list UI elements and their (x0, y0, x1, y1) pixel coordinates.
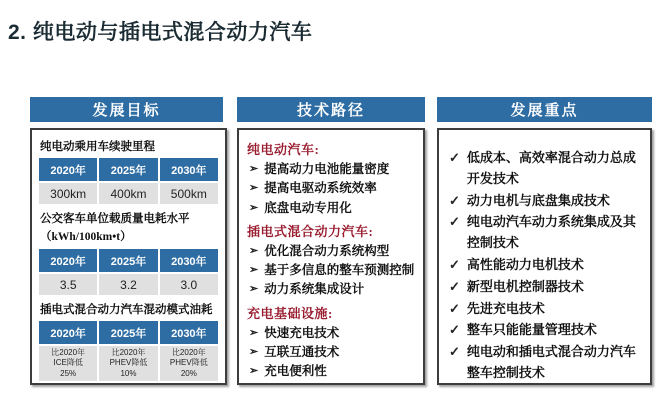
arrow-bullet-icon: ➢ (249, 345, 259, 358)
checkmark-icon: ✓ (449, 300, 460, 316)
list-item (249, 281, 415, 297)
goal-table-bus-consumption (39, 249, 218, 295)
cell-line: 20% (180, 368, 197, 378)
table-value-cell: 300km (39, 183, 97, 204)
goal-label-ev-range: 纯电动乘用车续驶里程 (40, 141, 155, 153)
table-year-header: 2025年 (99, 158, 157, 181)
arrow-bullet-icon: ➢ (249, 365, 259, 377)
table-value-cell: 400km (99, 183, 157, 204)
cell-line: 25% (60, 368, 77, 378)
arrow-bullet-icon: ➢ (249, 264, 259, 276)
table-value-cell: 3.5 (39, 274, 97, 295)
column-header-path: 技术路径 (237, 97, 425, 122)
table-year-header: 2030年 (160, 249, 218, 272)
table-year-header: 2030年 (160, 158, 218, 181)
path-heading-phev: 插电式混合动力汽车: (247, 223, 374, 239)
goal-label-bus-consumption: 公交客车单位载质量电耗水平 (40, 213, 190, 226)
list-item-label: 先进充电技术 (466, 300, 545, 316)
cell-line: ICE降低 (53, 358, 83, 368)
list-item (449, 320, 644, 341)
list-item-label: 动力系统集成设计 (264, 282, 365, 297)
list-item-label: 互联互通技术 (264, 344, 340, 359)
goals-box (30, 128, 227, 385)
list-item-label: 动力电机与底盘集成技术 (466, 192, 610, 208)
list-item-label: 基于多信息的整车预测控制 (264, 263, 415, 277)
list-item (249, 262, 415, 278)
list-item (249, 325, 415, 341)
list-item-label: 提高动力电池能量密度 (264, 162, 390, 176)
arrow-bullet-icon: ➢ (249, 163, 259, 175)
table-year-header: 2020年 (39, 321, 97, 344)
table-value-cell (39, 346, 97, 381)
list-item-label: 优化混合动力系统构型 (264, 243, 390, 258)
list-item (449, 148, 644, 190)
path-box (237, 128, 425, 385)
table-value-cell: 500km (160, 183, 218, 204)
table-value-cell: 3.2 (99, 274, 157, 295)
goal-label-bus-consumption-unit: （kWh/100km•t） (40, 230, 132, 243)
list-item (249, 344, 415, 360)
checkmark-icon: ✓ (449, 150, 460, 165)
list-item (249, 363, 415, 379)
list-item (249, 243, 415, 259)
list-item (249, 161, 415, 177)
checkmark-icon: ✓ (449, 192, 460, 208)
checkmark-icon: ✓ (449, 256, 460, 272)
table-value-cell (160, 346, 218, 381)
cell-line: 比2020年 (171, 347, 206, 357)
table-value-cell: 3.0 (160, 274, 218, 295)
table-year-header: 2025年 (99, 249, 157, 272)
goal-table-ev-range (39, 158, 218, 204)
arrow-bullet-icon: ➢ (249, 182, 259, 195)
list-item-label: 快速充电技术 (264, 325, 340, 340)
checkmark-icon: ✓ (449, 214, 460, 230)
table-year-header: 2025年 (99, 321, 157, 344)
cell-line: PHEV降低 (169, 358, 208, 368)
list-item-label: 纯电动汽车动力系统集成及其控制技术 (466, 214, 636, 251)
path-heading-charging: 充电基础设施: (247, 305, 333, 321)
checkmark-icon: ✓ (449, 344, 460, 360)
list-item (249, 180, 415, 196)
checkmark-icon: ✓ (449, 278, 460, 294)
list-item (449, 342, 644, 384)
cell-line: 比2020年 (111, 347, 146, 357)
list-item (449, 255, 644, 276)
table-value-cell (99, 346, 157, 381)
table-year-header: 2030年 (160, 321, 218, 344)
focus-box (437, 128, 652, 385)
arrow-bullet-icon: ➢ (249, 201, 259, 214)
list-item-label: 充电便利性 (264, 364, 327, 378)
cell-line: PHEV降低 (109, 358, 148, 368)
slide-title: 2. 纯电动与插电式混合动力汽车 (8, 21, 313, 44)
goal-table-phev-fuel (39, 321, 218, 381)
list-item-label: 底盘电动专用化 (264, 200, 352, 215)
list-item-label: 提高电驱动系统效率 (264, 181, 377, 196)
column-header-focus: 发展重点 (437, 97, 652, 122)
arrow-bullet-icon: ➢ (249, 326, 259, 339)
list-item-label: 整车只能能量管理技术 (466, 322, 597, 338)
list-item (449, 191, 644, 212)
table-year-header: 2020年 (39, 158, 97, 181)
path-heading-bev: 纯电动汽车: (247, 142, 320, 157)
cell-line: 10% (120, 368, 137, 378)
list-item (249, 200, 415, 216)
goal-label-phev-fuel: 插电式混合动力汽车混动模式油耗 (40, 303, 213, 316)
arrow-bullet-icon: ➢ (249, 244, 259, 257)
column-header-goals: 发展目标 (30, 97, 223, 122)
list-item-label: 高性能动力电机技术 (466, 256, 584, 272)
table-year-header: 2020年 (39, 249, 97, 272)
list-item (449, 277, 644, 298)
checkmark-icon: ✓ (449, 322, 460, 338)
list-item-label: 低成本、高效率混合动力总成开发技术 (466, 150, 636, 186)
cell-line: 比2020年 (51, 347, 86, 357)
list-item (449, 212, 644, 254)
list-item-label: 新型电机控制器技术 (466, 278, 584, 294)
list-item (449, 299, 644, 320)
list-item-label: 纯电动和插电式混合动力汽车整车控制技术 (466, 344, 636, 380)
arrow-bullet-icon: ➢ (249, 283, 259, 296)
